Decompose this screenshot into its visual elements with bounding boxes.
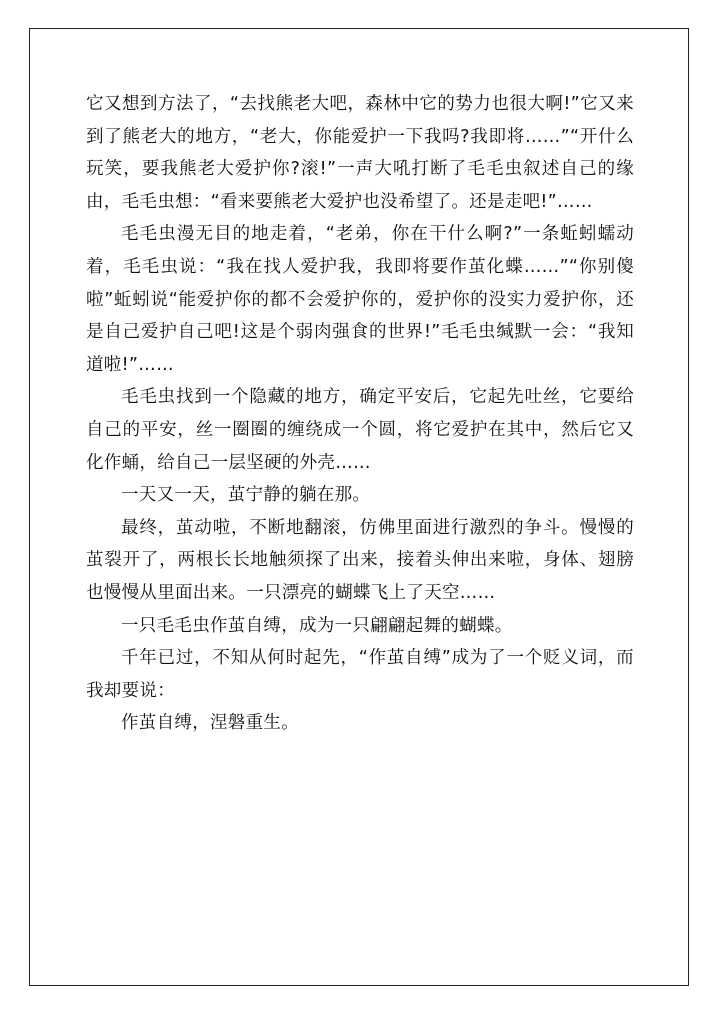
paragraph-5: 最终，茧动啦，不断地翻滚，仿佛里面进行激烈的争斗。慢慢的茧裂开了，两根长长地触须探了出来，接着头伸出来啦，身体、翅膀也慢慢从里面出来。一只漂亮的蝴蝶飞上了天空…… — [86, 517, 634, 603]
paragraph-1: 它又想到方法了，“去找熊老大吧，森林中它的势力也很大啊!”它又来到了熊老大的地方，“老大，你能爱护一下我吗?我即将……”“开什么玩笑，要我熊老大爱护你?滚!”一声大吼打断了毛毛虫叙述自己的缘由，毛毛虫想：“看来要熊老大爱护也没希望了。还是走吧!”…… — [86, 94, 634, 212]
document-body — [86, 88, 634, 740]
paragraph-2: 毛毛虫漫无目的地走着，“老弟，你在干什么啊?”一条蚯蚓蠕动着，毛毛虫说：“我在找人爱护我，我即将要作茧化蝶……”“你别傻啦”蚯蚓说“能爱护你的都不会爱护你的，爱护你的没实力爱护你，还是自己爱护自己吧!这是个弱肉强食的世界!”毛毛虫缄默一会：“我知道啦!”…… — [86, 224, 634, 375]
paragraph-3: 毛毛虫找到一个隐藏的地方，确定平安后，它起先吐丝，它要给自己的平安，丝一圈圈的缠绕成一个圆，将它爱护在其中，然后它又化作蛹，给自己一层坚硬的外壳…… — [86, 387, 634, 473]
paragraph-4: 一天又一天，茧宁静的躺在那。 — [121, 485, 371, 506]
paragraph-8: 作茧自缚，涅磐重生。 — [121, 713, 299, 734]
paragraph-7: 千年已过，不知从何时起先，“作茧自缚”成为了一个贬义词，而我却要说： — [86, 648, 634, 701]
paragraph-6: 一只毛毛虫作茧自缚，成为一只翩翩起舞的蝴蝶。 — [121, 615, 513, 636]
